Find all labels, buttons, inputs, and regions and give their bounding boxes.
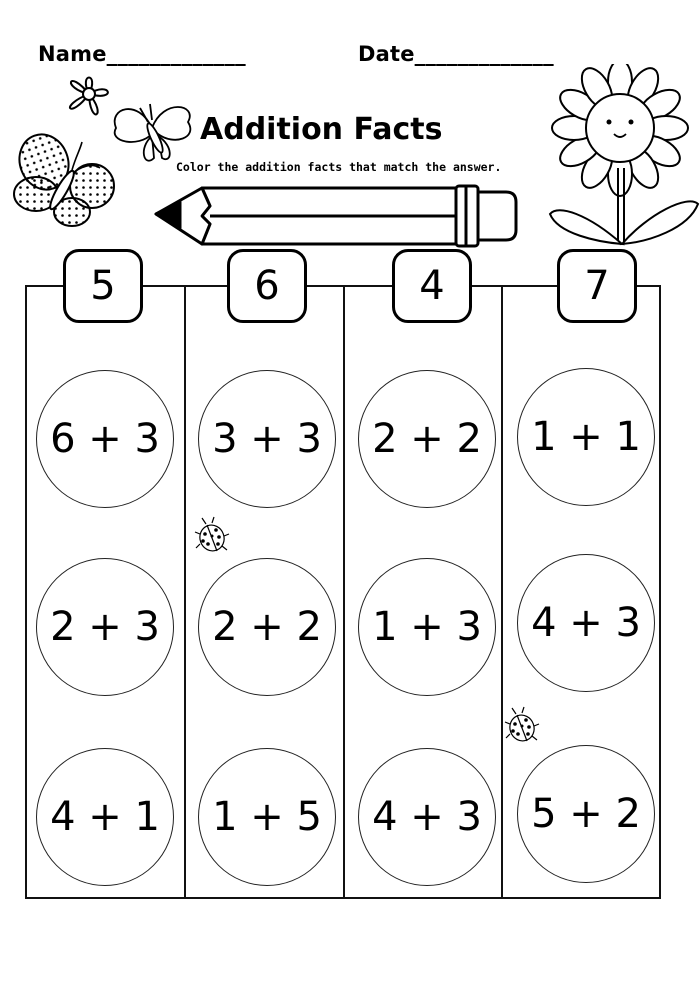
column-divider [501,285,503,899]
fact-circle[interactable]: 1 + 5 [198,748,336,886]
fact-circle[interactable]: 2 + 2 [358,370,496,508]
instructions-text: Color the addition facts that match the answer. [176,160,502,174]
fact-circle[interactable]: 2 + 2 [198,558,336,696]
dotted-butterfly-icon [10,128,116,228]
fact-circle[interactable]: 3 + 3 [198,370,336,508]
date-field-label[interactable]: Date_____________ [358,42,554,66]
name-field-label[interactable]: Name_____________ [38,42,246,66]
fact-circle[interactable]: 1 + 1 [517,368,655,506]
column-divider [343,285,345,899]
fact-circle[interactable]: 4 + 3 [358,748,496,886]
target-box-column-4: 7 [557,249,637,323]
butterfly-icon [108,98,198,168]
ladybug-icon [194,516,230,554]
column-divider [184,285,186,899]
fact-circle[interactable]: 1 + 3 [358,558,496,696]
ladybug-icon [504,706,540,744]
fact-circle[interactable]: 6 + 3 [36,370,174,508]
target-box-column-3: 4 [392,249,472,323]
pencil-icon [150,184,522,248]
fact-circle[interactable]: 4 + 1 [36,748,174,886]
fact-circle[interactable]: 4 + 3 [517,554,655,692]
page-title: Addition Facts [200,112,443,147]
target-box-column-2: 6 [227,249,307,323]
target-box-column-1: 5 [63,249,143,323]
fact-circle[interactable]: 5 + 2 [517,745,655,883]
fact-circle[interactable]: 2 + 3 [36,558,174,696]
sunflower-icon [548,64,700,254]
